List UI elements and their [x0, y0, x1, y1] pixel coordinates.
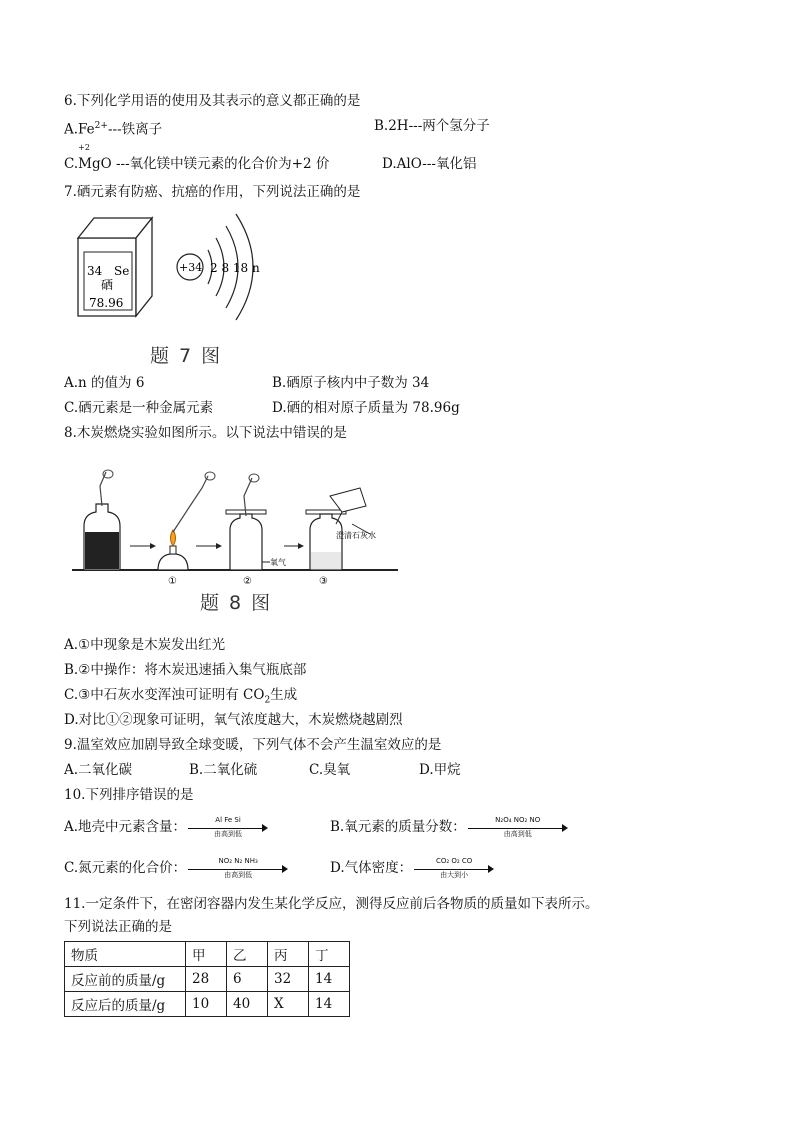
table-cell: 32 — [268, 967, 309, 992]
table-cell: 反应后的质量/g — [65, 992, 186, 1017]
q9-stem: 9.温室效应加剧导致全球变暖，下列气体不会产生温室效应的是 — [64, 737, 442, 753]
table-cell: 28 — [186, 967, 227, 992]
q10-d-bottom: 由大到小 — [440, 870, 469, 879]
step-2-label: ② — [243, 576, 252, 587]
table-cell: 6 — [227, 967, 268, 992]
table-cell: 14 — [309, 992, 350, 1017]
q6-a-charge: 2+ — [94, 121, 108, 131]
q7-option-a: A.n 的值为 6 — [64, 375, 145, 391]
q6-option-a — [64, 117, 162, 139]
q10-b-top: N₂O₄ NO₂ NO — [495, 815, 541, 824]
table-row — [65, 992, 350, 1017]
charcoal-jar — [84, 470, 120, 570]
q8-option-d: D.对比①②现象可证明，氧气浓度越大，木炭燃烧越剧烈 — [64, 712, 403, 728]
q8-c-subscript: 2 — [264, 695, 271, 706]
table-header-cell: 甲 — [186, 942, 227, 967]
q6-option-d: D.AlO---氧化铝 — [382, 156, 477, 172]
table-cell: X — [268, 992, 309, 1017]
limewater-jar — [306, 488, 376, 570]
q8-figure — [70, 466, 400, 591]
limewater-label: 澄清石灰水 — [336, 531, 376, 540]
element-number: 34 — [87, 264, 103, 278]
table-header-cell: 物质 — [65, 942, 186, 967]
q7-option-d: D.硒的相对原子质量为 78.96g — [272, 400, 460, 416]
q10-b-arrow — [468, 815, 568, 838]
q10-a-label: A.地壳中元素含量： — [64, 819, 187, 835]
q8-c-prefix: C.③中石灰水变浑浊可证明有 CO — [64, 687, 265, 703]
q9-option-a: A.二氧化碳 — [64, 762, 133, 778]
q10-b-bottom: 由高到低 — [503, 829, 532, 838]
q8-c-suffix: 生成 — [270, 687, 298, 703]
table-cell: 反应前的质量/g — [65, 967, 186, 992]
q7-stem: 7.硒元素有防癌、抗癌的作用，下列说法正确的是 — [64, 184, 361, 200]
alcohol-lamp — [158, 472, 215, 570]
q10-b-label: B.氧元素的质量分数： — [330, 819, 466, 835]
q7-caption: 题 7 图 — [150, 345, 223, 367]
element-card — [78, 218, 152, 316]
table-header-cell: 乙 — [227, 942, 268, 967]
q6-c-symbol: M — [78, 156, 92, 172]
q11-stem-2: 下列说法正确的是 — [64, 919, 172, 935]
q8-stem: 8.木炭燃烧实验如图所示。以下说法中错误的是 — [64, 425, 347, 441]
element-mass: 78.96 — [89, 296, 124, 310]
q10-c-bottom: 由高到低 — [224, 870, 253, 879]
q10-a-bottom: 由高到低 — [214, 829, 243, 838]
q10-option-d — [330, 856, 494, 879]
q7-figure — [74, 206, 364, 321]
q10-a-top: Al Fe Si — [215, 815, 241, 824]
q6-c-valence: +2 — [78, 143, 90, 152]
q6-c-suffix: gO ---氧化镁中镁元素的化合价为+2 价 — [91, 156, 330, 172]
q10-option-c — [64, 856, 288, 879]
q6-stem: 6.下列化学用语的使用及其表示的意义都正确的是 — [64, 93, 361, 109]
q10-c-top: NO₂ N₂ NH₃ — [218, 856, 258, 865]
q8-option-a: A.①中现象是木炭发出红光 — [64, 637, 226, 653]
table-header-cell: 丁 — [309, 942, 350, 967]
electron-counts: 2 8 18 n — [210, 261, 260, 275]
q10-c-arrow — [188, 856, 288, 879]
q10-option-b — [330, 815, 568, 838]
step-1-label: ① — [168, 576, 177, 587]
table-header-cell: 丙 — [268, 942, 309, 967]
q6-c-prefix: C. — [64, 156, 79, 172]
table-header-row — [65, 942, 350, 967]
q6-option-b: B.2H---两个氢分子 — [374, 118, 490, 134]
q10-c-label: C.氮元素的化合价： — [64, 860, 187, 876]
q8-option-c — [64, 686, 297, 710]
step-3-label: ③ — [319, 576, 328, 587]
table-cell: 10 — [186, 992, 227, 1017]
q10-d-top: CO₂ O₂ CO — [435, 856, 473, 865]
table-cell: 40 — [227, 992, 268, 1017]
q6-a-suffix: ---铁离子 — [107, 121, 163, 138]
q7-option-b: B.硒原子核内中子数为 34 — [272, 375, 430, 391]
oxygen-jar — [226, 474, 286, 570]
element-symbol: Se — [114, 264, 130, 278]
q6-a-prefix: A.Fe — [64, 121, 95, 138]
q10-stem: 10.下列排序错误的是 — [64, 787, 194, 803]
mass-table — [64, 941, 350, 1017]
q9-option-d: D.甲烷 — [419, 762, 461, 778]
q10-a-arrow — [188, 815, 268, 838]
q8-option-b: B.②中操作：将木炭迅速插入集气瓶底部 — [64, 662, 307, 678]
table-row — [65, 967, 350, 992]
oxygen-label: 氧气 — [270, 558, 286, 567]
element-name: 硒 — [101, 278, 114, 292]
table-cell: 14 — [309, 967, 350, 992]
q7-option-c: C.硒元素是一种金属元素 — [64, 400, 214, 416]
q11-stem: 11.一定条件下，在密闭容器内发生某化学反应，测得反应前后各物质的质量如下表所示。 — [64, 896, 599, 912]
q6-option-c — [64, 143, 330, 173]
q10-option-a — [64, 815, 268, 838]
q10-d-arrow — [414, 856, 494, 879]
q9-option-c: C.臭氧 — [309, 762, 351, 778]
q10-d-label: D.气体密度： — [330, 860, 413, 876]
q9-option-b: B.二氧化硫 — [189, 762, 258, 778]
q8-caption: 题 8 图 — [200, 592, 273, 614]
atom-structure-diagram — [177, 214, 260, 320]
nucleus-charge: +34 — [179, 261, 203, 274]
